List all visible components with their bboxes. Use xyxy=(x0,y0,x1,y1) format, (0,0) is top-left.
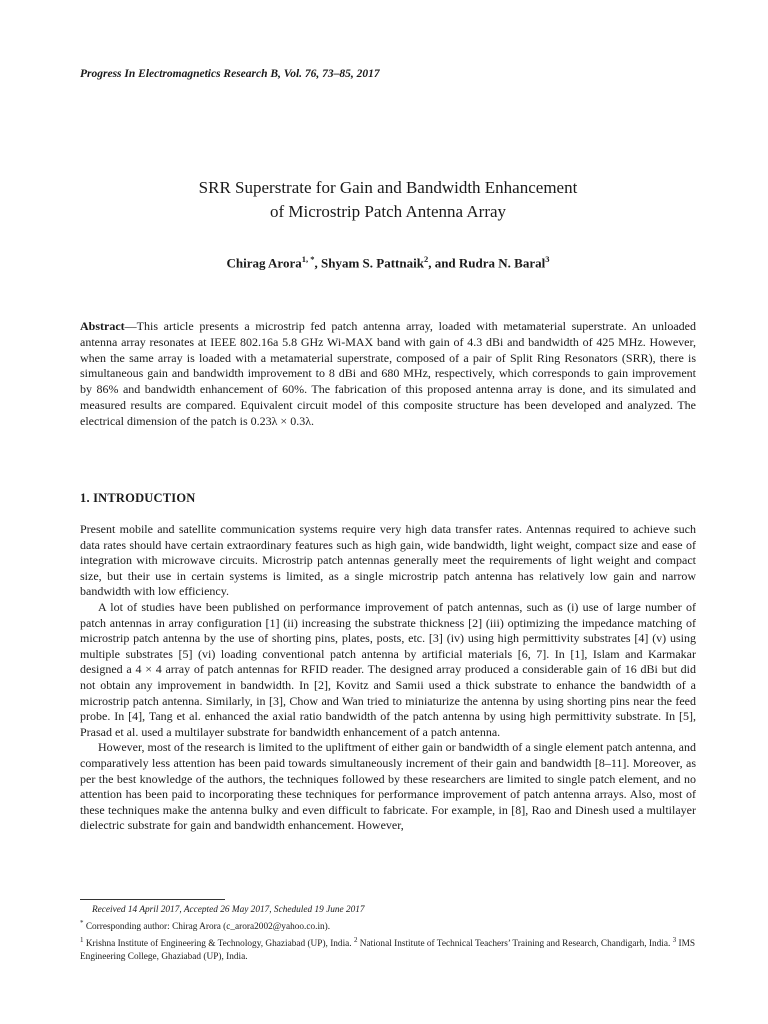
author-affiliation-mark: 1, * xyxy=(301,254,315,264)
title-line-1: SRR Superstrate for Gain and Bandwidth Enhancement xyxy=(198,178,578,197)
author-name: Shyam S. Pattnaik xyxy=(321,255,424,271)
author-list xyxy=(80,254,696,271)
affiliations xyxy=(80,934,696,964)
author-affiliation-mark: 3 xyxy=(545,254,550,264)
affiliation-mark: 1 xyxy=(80,936,84,945)
affiliation-mark: 3 xyxy=(672,936,677,945)
abstract-text: —This article presents a microstrip fed patch antenna array, loaded with metamaterial superstrate. An unloaded antenna array resonates at IEEE 802.16a 5.8 GHz Wi-MAX band with gain of 4.3 dBi and bandwidth of 425 MHz. However, when the same array is loaded with a metamaterial superstrate, composed of a pair of Split Ring Resonators (SRR), there is simultaneous gain and bandwidth improvement to 8 dBi and 680 MHz, respectively, which corresponds to gain improvement by 86% and bandwidth enhancement of 60%. The fabrication of this proposed antenna array is done, and its simulated and measured results are compared. Equivalent circuit model of this composite structure has been developed and analyzed. The electrical dimension of the patch is 0.23λ × 0.3λ. xyxy=(80,319,696,428)
affiliation-text: Krishna Institute of Engineering & Technology, Ghaziabad (UP), India. xyxy=(83,939,354,950)
journal-header: Progress In Electromagnetics Research B, Vol. 76, 73–85, 2017 xyxy=(80,68,380,80)
corresponding-text: Corresponding author: Chirag Arora (c_arora2002@yahoo.co.in). xyxy=(83,922,331,933)
author-name: Chirag Arora xyxy=(226,255,302,271)
affiliation-text: National Institute of Technical Teachers’ Training and Research, Chandigarh, India. xyxy=(357,939,673,950)
affiliation-mark: 2 xyxy=(353,936,358,945)
author-name: Rudra N. Baral xyxy=(458,255,546,271)
author-affiliation-mark: 2 xyxy=(423,254,429,264)
body-paragraph: Present mobile and satellite communication systems require very high data transfer rates. Antennas required to achieve such data rates should have certain extraordinary features such as high gain, wide bandwidth, light weight, compact size and ease of integration with microwave circuits. Microstrip patch antennas generally meet the requirements of light weight and compact size, but their use in certain systems is limited, as a single microstrip patch antenna has relatively low gain and narrow bandwidth with low efficiency. xyxy=(80,522,696,599)
paper-page xyxy=(80,0,696,1024)
author-separator: , and xyxy=(428,255,459,271)
body-paragraph: However, most of the research is limited to the upliftment of either gain or bandwidth of a single element patch antenna, and comparatively less attention has been paid towards simultaneously increment of their gain and bandwidth [8–11]. Moreover, as per the best knowledge of the authors, the techniques followed by these researchers are limited to single patch element, and no attention has been paid to incorporating these techniques for performance improvement of patch antenna arrays. Also, most of these techniques make the antenna bulky and even difficult to fabricate. For example, in [8], Rao and Dinesh used a multilayer dielectric substrate for gain and bandwidth enhancement. However, xyxy=(80,740,696,833)
paper-title xyxy=(80,176,696,224)
body-paragraph: A lot of studies have been published on performance improvement of patch antennas, such as (i) use of large number of patch antennas in array configuration [1] (ii) increasing the substrate thickness [2] (iii) optimizing the impedance matching of microstrip patch antenna by the use of shorting pins, plates, posts, etc. [3] (iv) using high permittivity substrates [4] (v) using multiple substrates [5] (vi) loading conventional patch antenna by artificial materials [6, 7]. In [1], Islam and Karmakar designed a 4 × 4 array of patch antennas for RFID reader. The designed array produced a considerable gain of 16 dBi but did not obtain any improvement in bandwidth. In [2], Kovitz and Samii used a thick substrate to enhance the bandwidth of a microstrip patch antenna. Similarly, in [3], Chow and Wan tried to miniaturize the antenna by using shorting pins near the feed probe. In [4], Tang et al. enhanced the axial ratio bandwidth of the patch antenna by using high permittivity substrate. In [5], Prasad et al. used a multilayer substrate for bandwidth enhancement of a patch antenna. xyxy=(80,599,696,739)
footnote-divider xyxy=(80,899,225,900)
introduction-body xyxy=(80,522,696,834)
footnotes xyxy=(80,904,696,964)
section-heading: 1. INTRODUCTION xyxy=(80,491,196,505)
corresponding-author xyxy=(80,917,696,934)
affiliation-text: IMS Engineering College, Ghaziabad (UP), India. xyxy=(80,939,696,963)
author-separator: , xyxy=(314,255,321,271)
title-line-2: of Microstrip Patch Antenna Array xyxy=(269,202,507,221)
abstract xyxy=(80,319,696,430)
received-dates: Received 14 April 2017, Accepted 26 May 2017, Scheduled 19 June 2017 xyxy=(92,905,365,915)
abstract-label: Abstract xyxy=(80,319,125,333)
corresponding-mark: * xyxy=(80,919,84,927)
